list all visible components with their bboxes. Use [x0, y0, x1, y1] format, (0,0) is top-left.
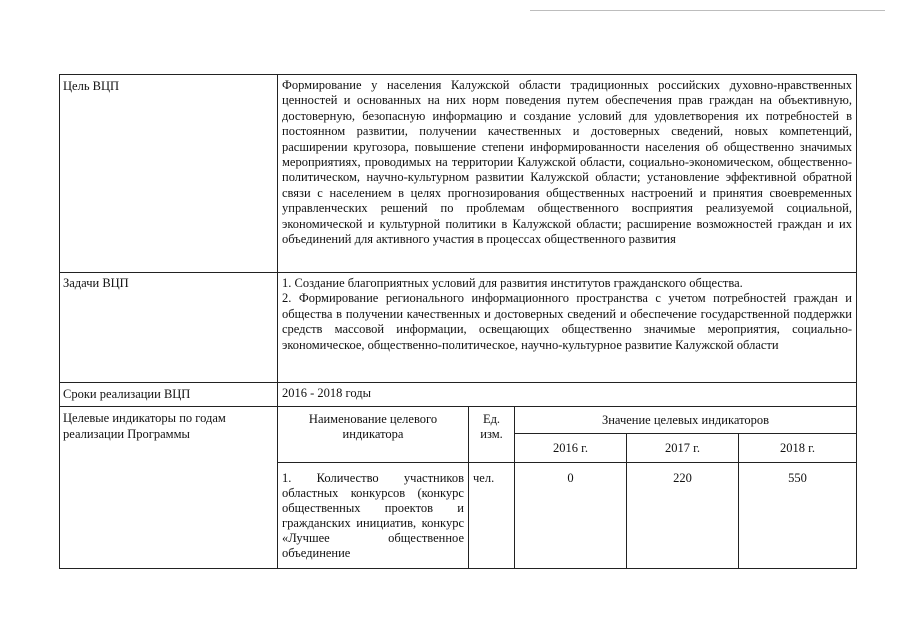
tasks-text — [278, 272, 856, 382]
header-year-2016: 2016 г. — [514, 434, 626, 463]
indicator-1-value-2017: 220 — [626, 463, 738, 568]
header-target-values: Значение целевых индикаторов — [514, 406, 856, 434]
program-passport-table — [59, 74, 857, 569]
indicator-1-value-2016: 0 — [514, 463, 626, 568]
goal-text — [278, 75, 856, 272]
goal-row — [60, 75, 856, 273]
indicator-1-unit: чел. — [468, 463, 514, 568]
tasks-row — [60, 272, 856, 383]
indicator-1-name: 1. Количество участников областных конкурсов (конкурс общественных проектов и гражданских инициатив, конкурс «Лучшее общественное объединение — [282, 471, 464, 560]
header-year-2018: 2018 г. — [738, 434, 856, 463]
scan-artifact-line — [530, 10, 885, 11]
header-indicator-name: Наименование целевого индикатора — [278, 406, 468, 463]
task-item-1: 1. Создание благоприятных условий для развития институтов гражданского общества. — [282, 276, 743, 290]
period-value: 2016 - 2018 годы — [282, 386, 372, 400]
period-row — [60, 382, 856, 407]
tasks-label: Задачи ВЦП — [60, 272, 278, 382]
indicator-1-value-2018: 550 — [738, 463, 856, 568]
header-unit: Ед. изм. — [468, 406, 514, 463]
indicators-label: Целевые индикаторы по годам реализации Программы — [60, 406, 278, 568]
task-item-2: 2. Формирование регионального информационного пространства с учетом потребностей граждан и общества в получении качественных и достоверных сведений и обеспечение государственной поддержки средств массовой информации, освещающих общественно значимые мероприятия, социально-экономическое, общественно-политическое, научно-культурное развитие Калужской области — [282, 291, 852, 352]
goal-paragraph: Формирование у населения Калужской области традиционных российских духовно-нравственных ценностей и основанных на них норм поведения путем обеспечения прав граждан на объективную, достоверную, безопасную информацию и создание условий для удовлетворения их потребностей в постоянном развитии, получении качественных и достоверных сведений, новых компетенций, расширении кругозора, повышение степени информированности населения об общественно значимых мероприятиях, проводимых на территории Калужской области, социально-экономическом, общественно-политическом, научно-культурном развитии Калужской области; установление эффективной обратной связи с населением в целях прогнозирования общественных настроений и принятия своевременных управленческих решений по проблемам общественного восприятия реализуемой социальной, экономической и культурной политики в Калужской области; расширение возможностей граждан и их объединений для активного участия в процессах общественного развития — [282, 78, 852, 247]
indicators-row — [60, 406, 856, 568]
goal-label: Цель ВЦП — [60, 75, 278, 272]
header-year-2017: 2017 г. — [626, 434, 738, 463]
period-label: Сроки реализации ВЦП — [60, 382, 278, 406]
